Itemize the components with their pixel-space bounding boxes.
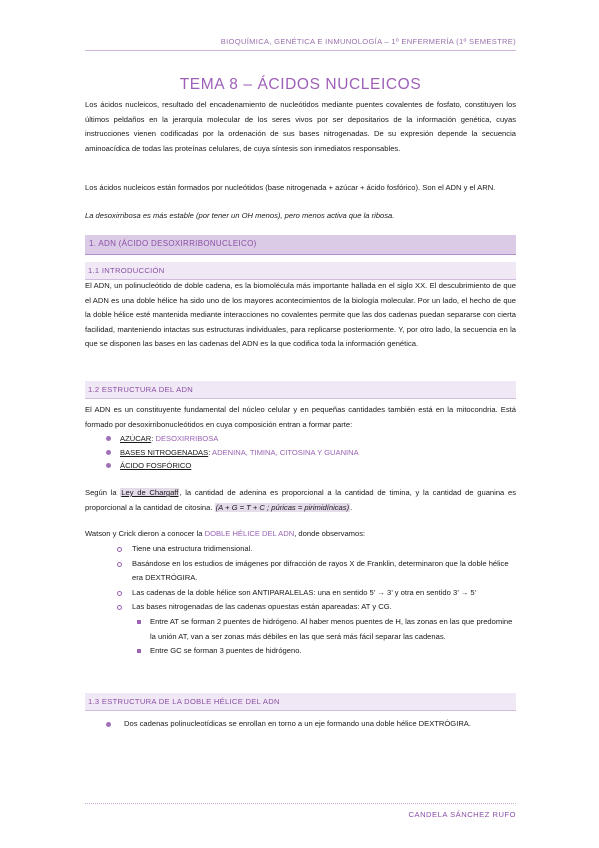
introduccion-paragraph: El ADN, un polinucleótido de doble cadena, es la biomolécula más importante hallada en el siglo XX. El descubrimiento de que el ADN es una doble hélice ha sido uno de los mayores acontecimientos de la biología molecular. Por un lado, el hecho de que la doble hélice esté mantenida mediante interacciones no covalentes permite que las dos cadenas puedan separarse con cierta facilidad, manteniendo intactas sus estructuras individuales, para replicarse posteriormente. Y, por otro lado, la secuencia en la que se disponen las bases en las cadenas del ADN es la que codifica toda la información genética.: [85, 281, 516, 349]
hydrogen-bonds-list: [132, 615, 516, 659]
list-item: BASES NITROGENADAS: ADENINA, TIMINA, CITOSINA Y GUANINA: [110, 446, 359, 460]
observations-list: [118, 542, 516, 659]
subsection-heading-introduccion: [85, 262, 516, 280]
doble-helice-highlight: DOBLE HÉLICE DEL ADN: [204, 529, 295, 538]
list-item: Dos cadenas polinucleotídicas se enrollan en torno a un eje formando una doble hélice DEXTRÓGIRA.: [110, 717, 516, 732]
list-item: Entre AT se forman 2 puentes de hidrógeno. Al haber menos puentes de H, las zonas en las que predomine la unión AT, van a ser zonas más débiles en las que será más fácil separar las cadenas.: [132, 615, 516, 644]
intro-paragraph: Los ácidos nucleicos, resultado del encadenamiento de nucleótidos mediante puentes covalentes de fosfato, constituyen los últimos peldaños en la jerarquía molecular de los seres vivos por ser depositarios de la información genética, cuyas instrucciones vienen codificadas por la ordenación de sus bases nitrogenadas. De su expresión depende la secuencia aminoacídica de todas las proteínas celulares, de cuya síntesis son inmediatos responsables.: [85, 100, 516, 153]
subsection-heading-estructura: [85, 381, 516, 399]
estructura-paragraph: El ADN es un constituyente fundamental del núcleo celular y en pequeñas cantidades también está en la mitocondria. Está formado por desoxirribonucleótidos en cuya composición entran a formar parte:: [85, 405, 516, 429]
list-item: Tiene una estructura tridimensional.: [118, 542, 516, 557]
chargaff-paragraph: Según la Ley de Chargaff, la cantidad de adenina es proporcional a la cantidad de timina, y la cantidad de guanina es proporcional a la cantidad de citosina. (A + G = T + C ; púricas = pirimidínicas).: [85, 488, 516, 512]
watson-crick-paragraph: Watson y Crick dieron a conocer la DOBLE HÉLICE DEL ADN, donde observamos:: [85, 529, 366, 538]
running-header: BIOQUÍMICA, GENÉTICA E INMUNOLOGÍA – 1º ENFERMERÍA (1º SEMESTRE): [220, 37, 516, 46]
intro-composition: Los ácidos nucleicos están formados por nucleótidos (base nitrogenada + azúcar + ácido fosfórico). Son el ADN y el ARN.: [85, 183, 496, 192]
components-list: [110, 432, 359, 473]
doble-helice-list: [110, 717, 516, 732]
chargaff-formula: (A + G = T + C ; púricas = pirimidínicas): [215, 502, 350, 512]
section-heading-label: 1. ADN (ÁCIDO DESOXIRRIBONUCLEICO): [89, 239, 257, 248]
subsection-heading-label: 1.1 INTRODUCCIÓN: [88, 266, 165, 275]
footer-divider: [85, 803, 516, 804]
footer-author: CANDELA SÁNCHEZ RUFO: [408, 810, 516, 819]
list-item: Las bases nitrogenadas de las cadenas opuestas están apareadas: AT y CG. Entre AT se forman 2 puentes de hidrógeno. Al haber menos puentes de H, las zonas en las que predomine la unión AT, van a ser zonas más débiles en las que será más fácil separar las cadenas. Entre GC se forman 3 puentes de hidrógeno.: [118, 600, 516, 658]
header-divider: [85, 50, 516, 51]
subsection-heading-label: 1.2 ESTRUCTURA DEL ADN: [88, 385, 194, 394]
list-item: Entre GC se forman 3 puentes de hidrógeno.: [132, 644, 516, 659]
list-item: AZÚCAR: DESOXIRRIBOSA: [110, 432, 359, 446]
subsection-heading-doble-helice: [85, 693, 516, 711]
chargaff-law: Ley de Chargaff: [121, 488, 179, 497]
page-title: TEMA 8 – ÁCIDOS NUCLEICOS: [179, 76, 422, 93]
list-item: Las cadenas de la doble hélice son ANTIPARALELAS: una en sentido 5’ → 3’ y otra en sentido 3’ → 5’: [118, 586, 516, 601]
subsection-heading-label: 1.3 ESTRUCTURA DE LA DOBLE HÉLICE DEL ADN: [88, 697, 280, 706]
list-item: ÁCIDO FOSFÓRICO: [110, 459, 359, 473]
list-item: Basándose en los estudios de imágenes por difracción de rayos X de Franklin, determinaron que la doble hélice era DEXTRÓGIRA.: [118, 557, 516, 586]
intro-note: La desoxirribosa es más estable (por tener un OH menos), pero menos activa que la ribosa.: [85, 211, 395, 220]
section-heading-adn: [85, 235, 516, 255]
